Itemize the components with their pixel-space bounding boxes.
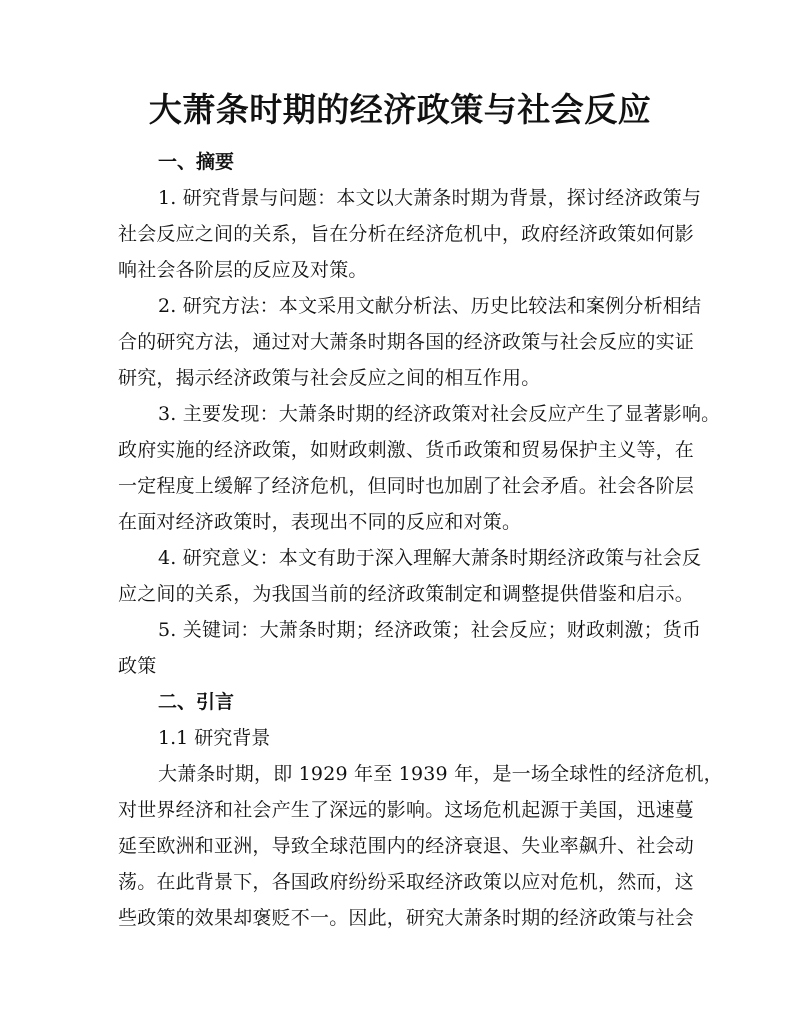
paragraph-line: 大萧条时期，即 1929 年至 1939 年，是一场全球性的经济危机， <box>158 763 723 785</box>
paragraph-line: 1. 研究背景与问题：本文以大萧条时期为背景，探讨经济政策与 <box>158 187 702 209</box>
subsection-heading-background: 1.1 研究背景 <box>158 727 271 749</box>
paragraph-line: 响社会各阶层的反应及对策。 <box>118 259 368 281</box>
paragraph-line: 2. 研究方法：本文采用文献分析法、历史比较法和案例分析相结 <box>158 295 702 317</box>
paragraph-line: 政府实施的经济政策，如财政刺激、货币政策和贸易保护主义等，在 <box>118 439 695 461</box>
paragraph-line: 延至欧洲和亚洲，导致全球范围内的经济衰退、失业率飙升、社会动 <box>118 835 695 857</box>
paragraph-line: 合的研究方法，通过对大萧条时期各国的经济政策与社会反应的实证 <box>118 331 695 353</box>
paragraph-line: 些政策的效果却褒贬不一。因此，研究大萧条时期的经济政策与社会 <box>118 907 695 929</box>
paragraph-line: 研究，揭示经济政策与社会反应之间的相互作用。 <box>118 367 541 389</box>
paragraph-line: 应之间的关系，为我国当前的经济政策制定和调整提供借鉴和启示。 <box>118 583 695 605</box>
document-title: 大萧条时期的经济政策与社会反应 <box>148 90 652 129</box>
paragraph-line: 3. 主要发现：大萧条时期的经济政策对社会反应产生了显著影响。 <box>158 403 721 425</box>
paragraph-line: 荡。在此背景下，各国政府纷纷采取经济政策以应对危机，然而，这 <box>118 871 695 893</box>
paragraph-line: 4. 研究意义：本文有助于深入理解大萧条时期经济政策与社会反 <box>158 547 702 569</box>
paragraph-line: 对世界经济和社会产生了深远的影响。这场危机起源于美国，迅速蔓 <box>118 799 695 821</box>
paragraph-line: 在面对经济政策时，表现出不同的反应和对策。 <box>118 511 522 533</box>
paragraph-line: 政策 <box>118 655 157 677</box>
paragraph-line: 社会反应之间的关系，旨在分析在经济危机中，政府经济政策如何影 <box>118 223 695 245</box>
paragraph-line: 一定程度上缓解了经济危机，但同时也加剧了社会矛盾。社会各阶层 <box>118 475 695 497</box>
section-heading-introduction: 二、引言 <box>158 691 235 713</box>
paragraph-line: 5. 关键词：大萧条时期；经济政策；社会反应；财政刺激；货币 <box>158 619 702 641</box>
section-heading-abstract: 一、摘要 <box>158 151 235 173</box>
